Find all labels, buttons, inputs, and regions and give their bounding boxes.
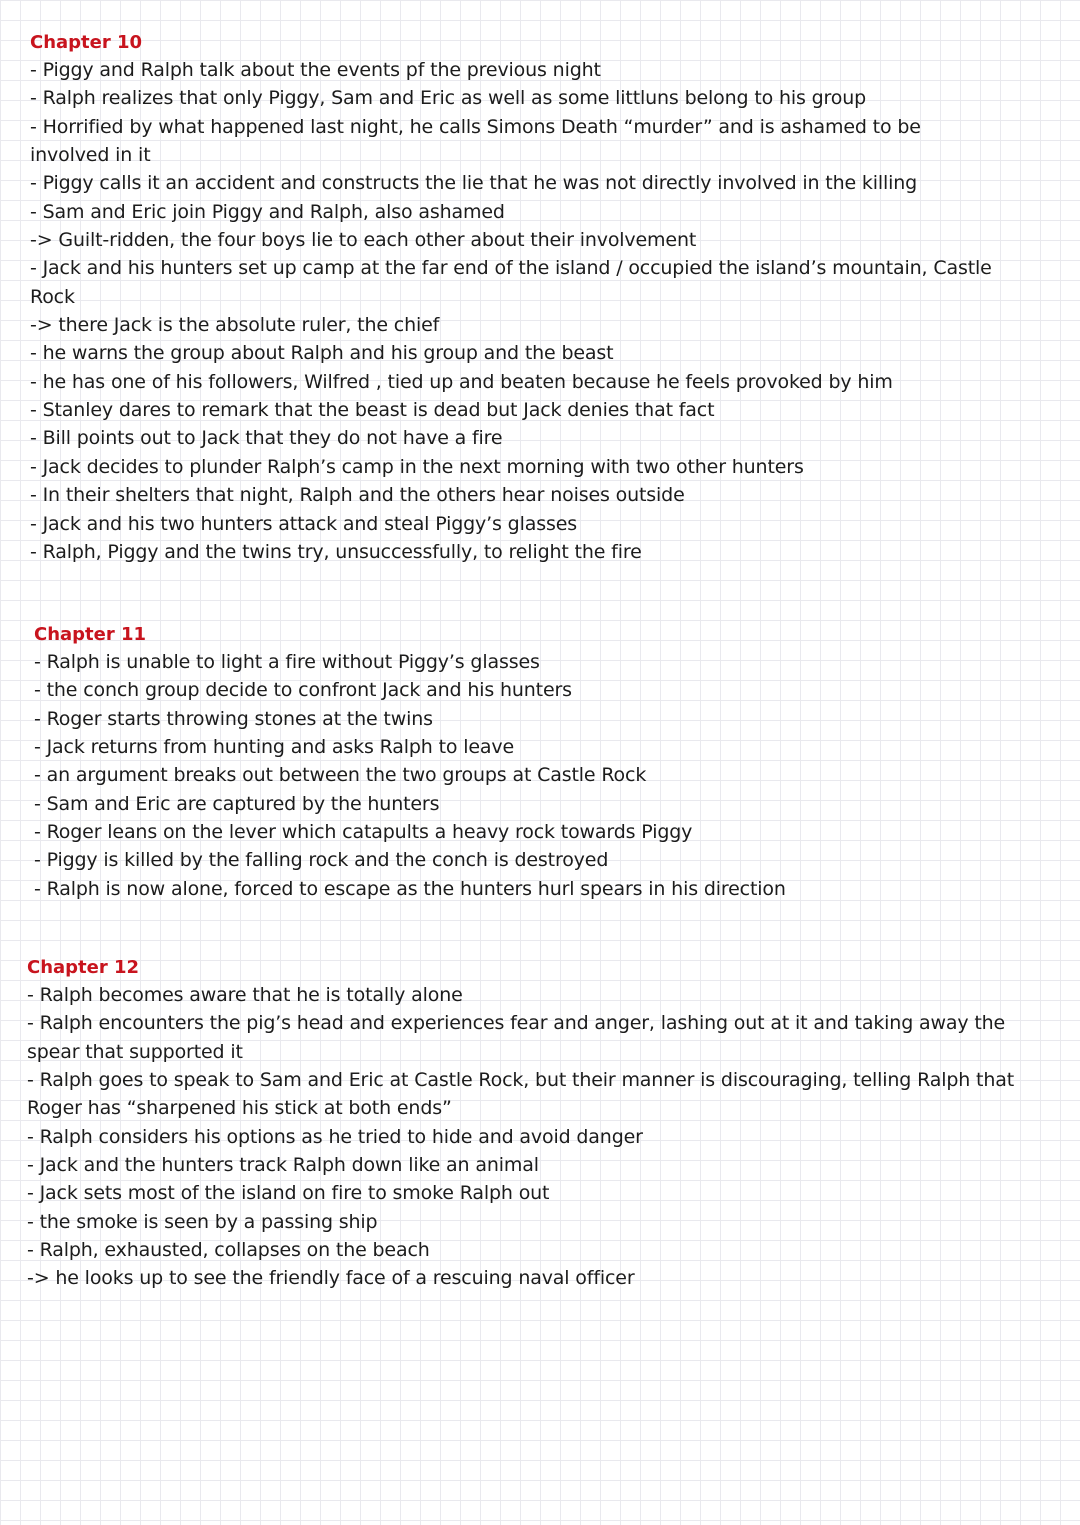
note-line: - Jack returns from hunting and asks Ralph to leave [34, 736, 515, 759]
note-line: - Sam and Eric are captured by the hunters [34, 792, 440, 815]
note-line: - Ralph is now alone, forced to escape as the hunters hurl spears in his direction [34, 877, 786, 900]
note-line: - Bill points out to Jack that they do not have a fire [30, 427, 503, 450]
chapter-11-heading: Chapter 11 [34, 624, 147, 645]
note-line: - Ralph encounters the pig’s head and experiences fear and anger, lashing out at it and taking away the [27, 1012, 1006, 1035]
note-line: - Jack and his hunters set up camp at the far end of the island / occupied the island’s mountain, Castle [30, 257, 992, 280]
note-line: - Jack and the hunters track Ralph down like an animal [27, 1154, 539, 1177]
note-line: - Stanley dares to remark that the beast is dead but Jack denies that fact [30, 399, 715, 422]
note-line: - In their shelters that night, Ralph and the others hear noises outside [30, 484, 685, 507]
note-line: -> there Jack is the absolute ruler, the chief [30, 314, 440, 337]
chapter-12-heading: Chapter 12 [27, 957, 140, 978]
note-line: - an argument breaks out between the two groups at Castle Rock [34, 764, 647, 787]
note-line: - Jack and his two hunters attack and steal Piggy’s glasses [30, 512, 577, 535]
note-line: -> Guilt-ridden, the four boys lie to each other about their involvement [30, 229, 697, 252]
note-line: - Ralph goes to speak to Sam and Eric at Castle Rock, but their manner is discouraging, telling Ralph that [27, 1069, 1015, 1092]
note-line: - Sam and Eric join Piggy and Ralph, also ashamed [30, 200, 505, 223]
note-line: - Jack sets most of the island on fire to smoke Ralph out [27, 1182, 550, 1205]
note-line: - Ralph, exhausted, collapses on the beach [27, 1239, 430, 1262]
note-line: - Roger starts throwing stones at the twins [34, 707, 433, 730]
note-line: - he warns the group about Ralph and his group and the beast [30, 342, 614, 365]
note-line: involved in it [30, 144, 151, 167]
note-line: -> he looks up to see the friendly face of a rescuing naval officer [27, 1267, 635, 1290]
chapter-11-section [34, 621, 1034, 903]
note-line: - Ralph becomes aware that he is totally alone [27, 984, 463, 1006]
note-line: - Horrified by what happened last night, he calls Simons Death “murder” and is ashamed to be [30, 115, 921, 138]
note-line: - Ralph realizes that only Piggy, Sam and Eric as well as some littluns belong to his group [30, 87, 867, 110]
chapter-10-heading: Chapter 10 [30, 32, 143, 53]
note-line: - the conch group decide to confront Jack and his hunters [34, 679, 572, 702]
note-line: - Piggy calls it an accident and constructs the lie that he was not directly involved in the killing [30, 172, 918, 195]
note-line: - Ralph is unable to light a fire without Piggy’s glasses [34, 651, 540, 673]
note-line: - Ralph considers his options as he tried to hide and avoid danger [27, 1125, 643, 1148]
note-line: - the smoke is seen by a passing ship [27, 1210, 378, 1233]
note-line: - Ralph, Piggy and the twins try, unsuccessfully, to relight the fire [30, 540, 642, 563]
note-line: Rock [30, 285, 75, 308]
chapter-12-section [27, 954, 1027, 1293]
note-line: - Jack decides to plunder Ralph’s camp in the next morning with two other hunters [30, 455, 804, 478]
note-line: - he has one of his followers, Wilfred , tied up and beaten because he feels provoked by him [30, 370, 893, 393]
note-line: Roger has “sharpened his stick at both ends” [27, 1097, 452, 1120]
note-line: spear that supported it [27, 1040, 243, 1063]
note-line: - Roger leans on the lever which catapults a heavy rock towards Piggy [34, 821, 693, 844]
chapter-10-section [30, 29, 1030, 566]
note-line: - Piggy and Ralph talk about the events pf the previous night [30, 59, 601, 81]
note-line: - Piggy is killed by the falling rock and the conch is destroyed [34, 849, 609, 872]
